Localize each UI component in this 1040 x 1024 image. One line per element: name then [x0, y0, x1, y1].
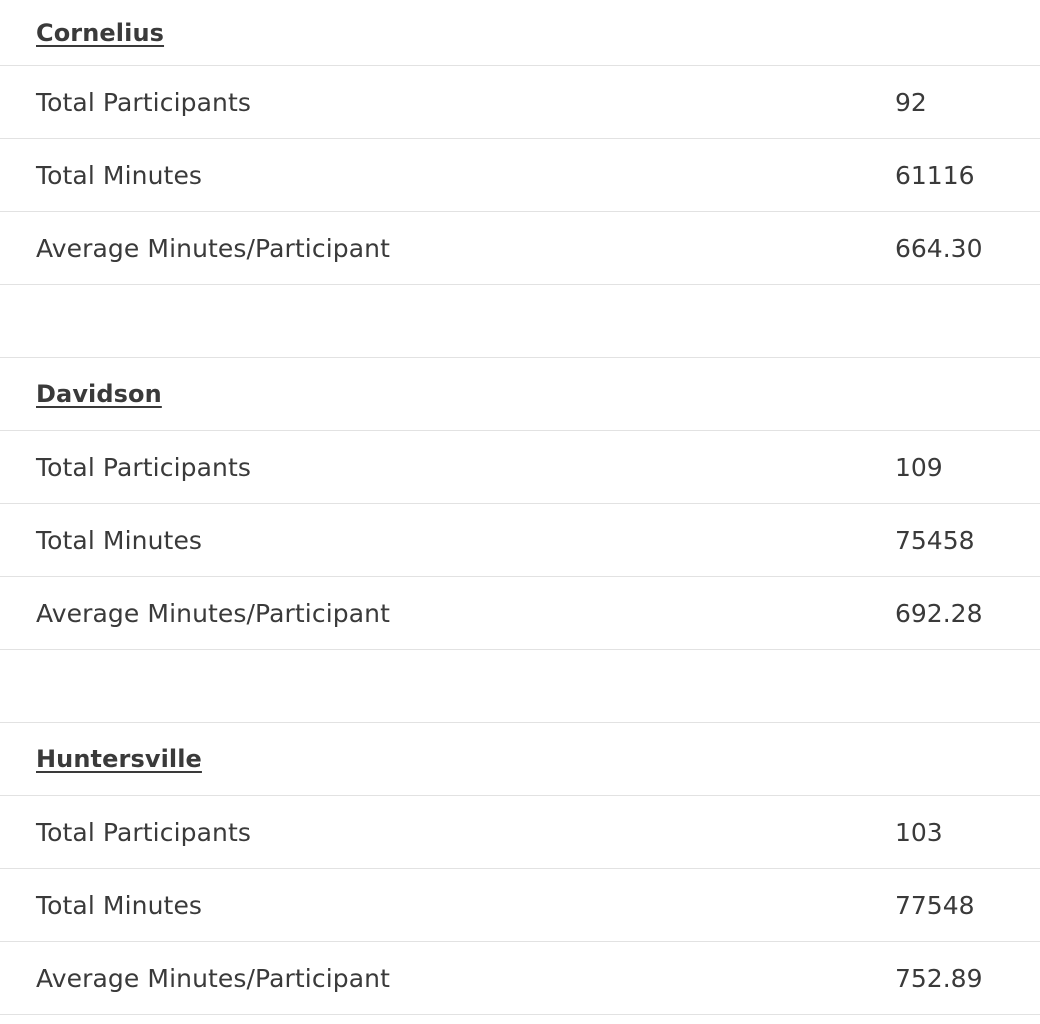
table-row [0, 212, 1040, 285]
section-title: Huntersville [36, 745, 202, 773]
row-label: Total Minutes [36, 890, 203, 920]
row-label: Average Minutes/Participant [36, 963, 390, 993]
table-row [0, 504, 1040, 577]
section-title: Cornelius [36, 18, 165, 47]
row-value: 752.89 [895, 963, 983, 993]
row-value: 109 [895, 452, 943, 482]
table-row [0, 431, 1040, 504]
section-heading [0, 0, 1040, 66]
row-label: Total Participants [36, 817, 251, 847]
row-value: 664.30 [895, 233, 983, 263]
row-value: 103 [895, 817, 943, 847]
table-row [0, 869, 1040, 942]
table-row [0, 796, 1040, 869]
row-value: 92 [895, 87, 927, 117]
section-spacer [0, 650, 1040, 723]
row-value: 75458 [895, 525, 975, 555]
table-row [0, 577, 1040, 650]
row-value: 692.28 [895, 598, 983, 628]
row-label: Total Participants [36, 87, 251, 117]
table-row [0, 942, 1040, 1015]
row-label: Total Minutes [36, 525, 203, 555]
row-label: Total Participants [36, 452, 251, 482]
row-value: 77548 [895, 890, 975, 920]
row-label: Average Minutes/Participant [36, 598, 390, 628]
section-title: Davidson [36, 380, 162, 408]
table-row [0, 139, 1040, 212]
section-heading [0, 723, 1040, 796]
row-label: Total Minutes [36, 160, 203, 190]
row-label: Average Minutes/Participant [36, 233, 390, 263]
table-row [0, 66, 1040, 139]
row-value: 61116 [895, 160, 975, 190]
section-spacer [0, 285, 1040, 358]
section-heading [0, 358, 1040, 431]
